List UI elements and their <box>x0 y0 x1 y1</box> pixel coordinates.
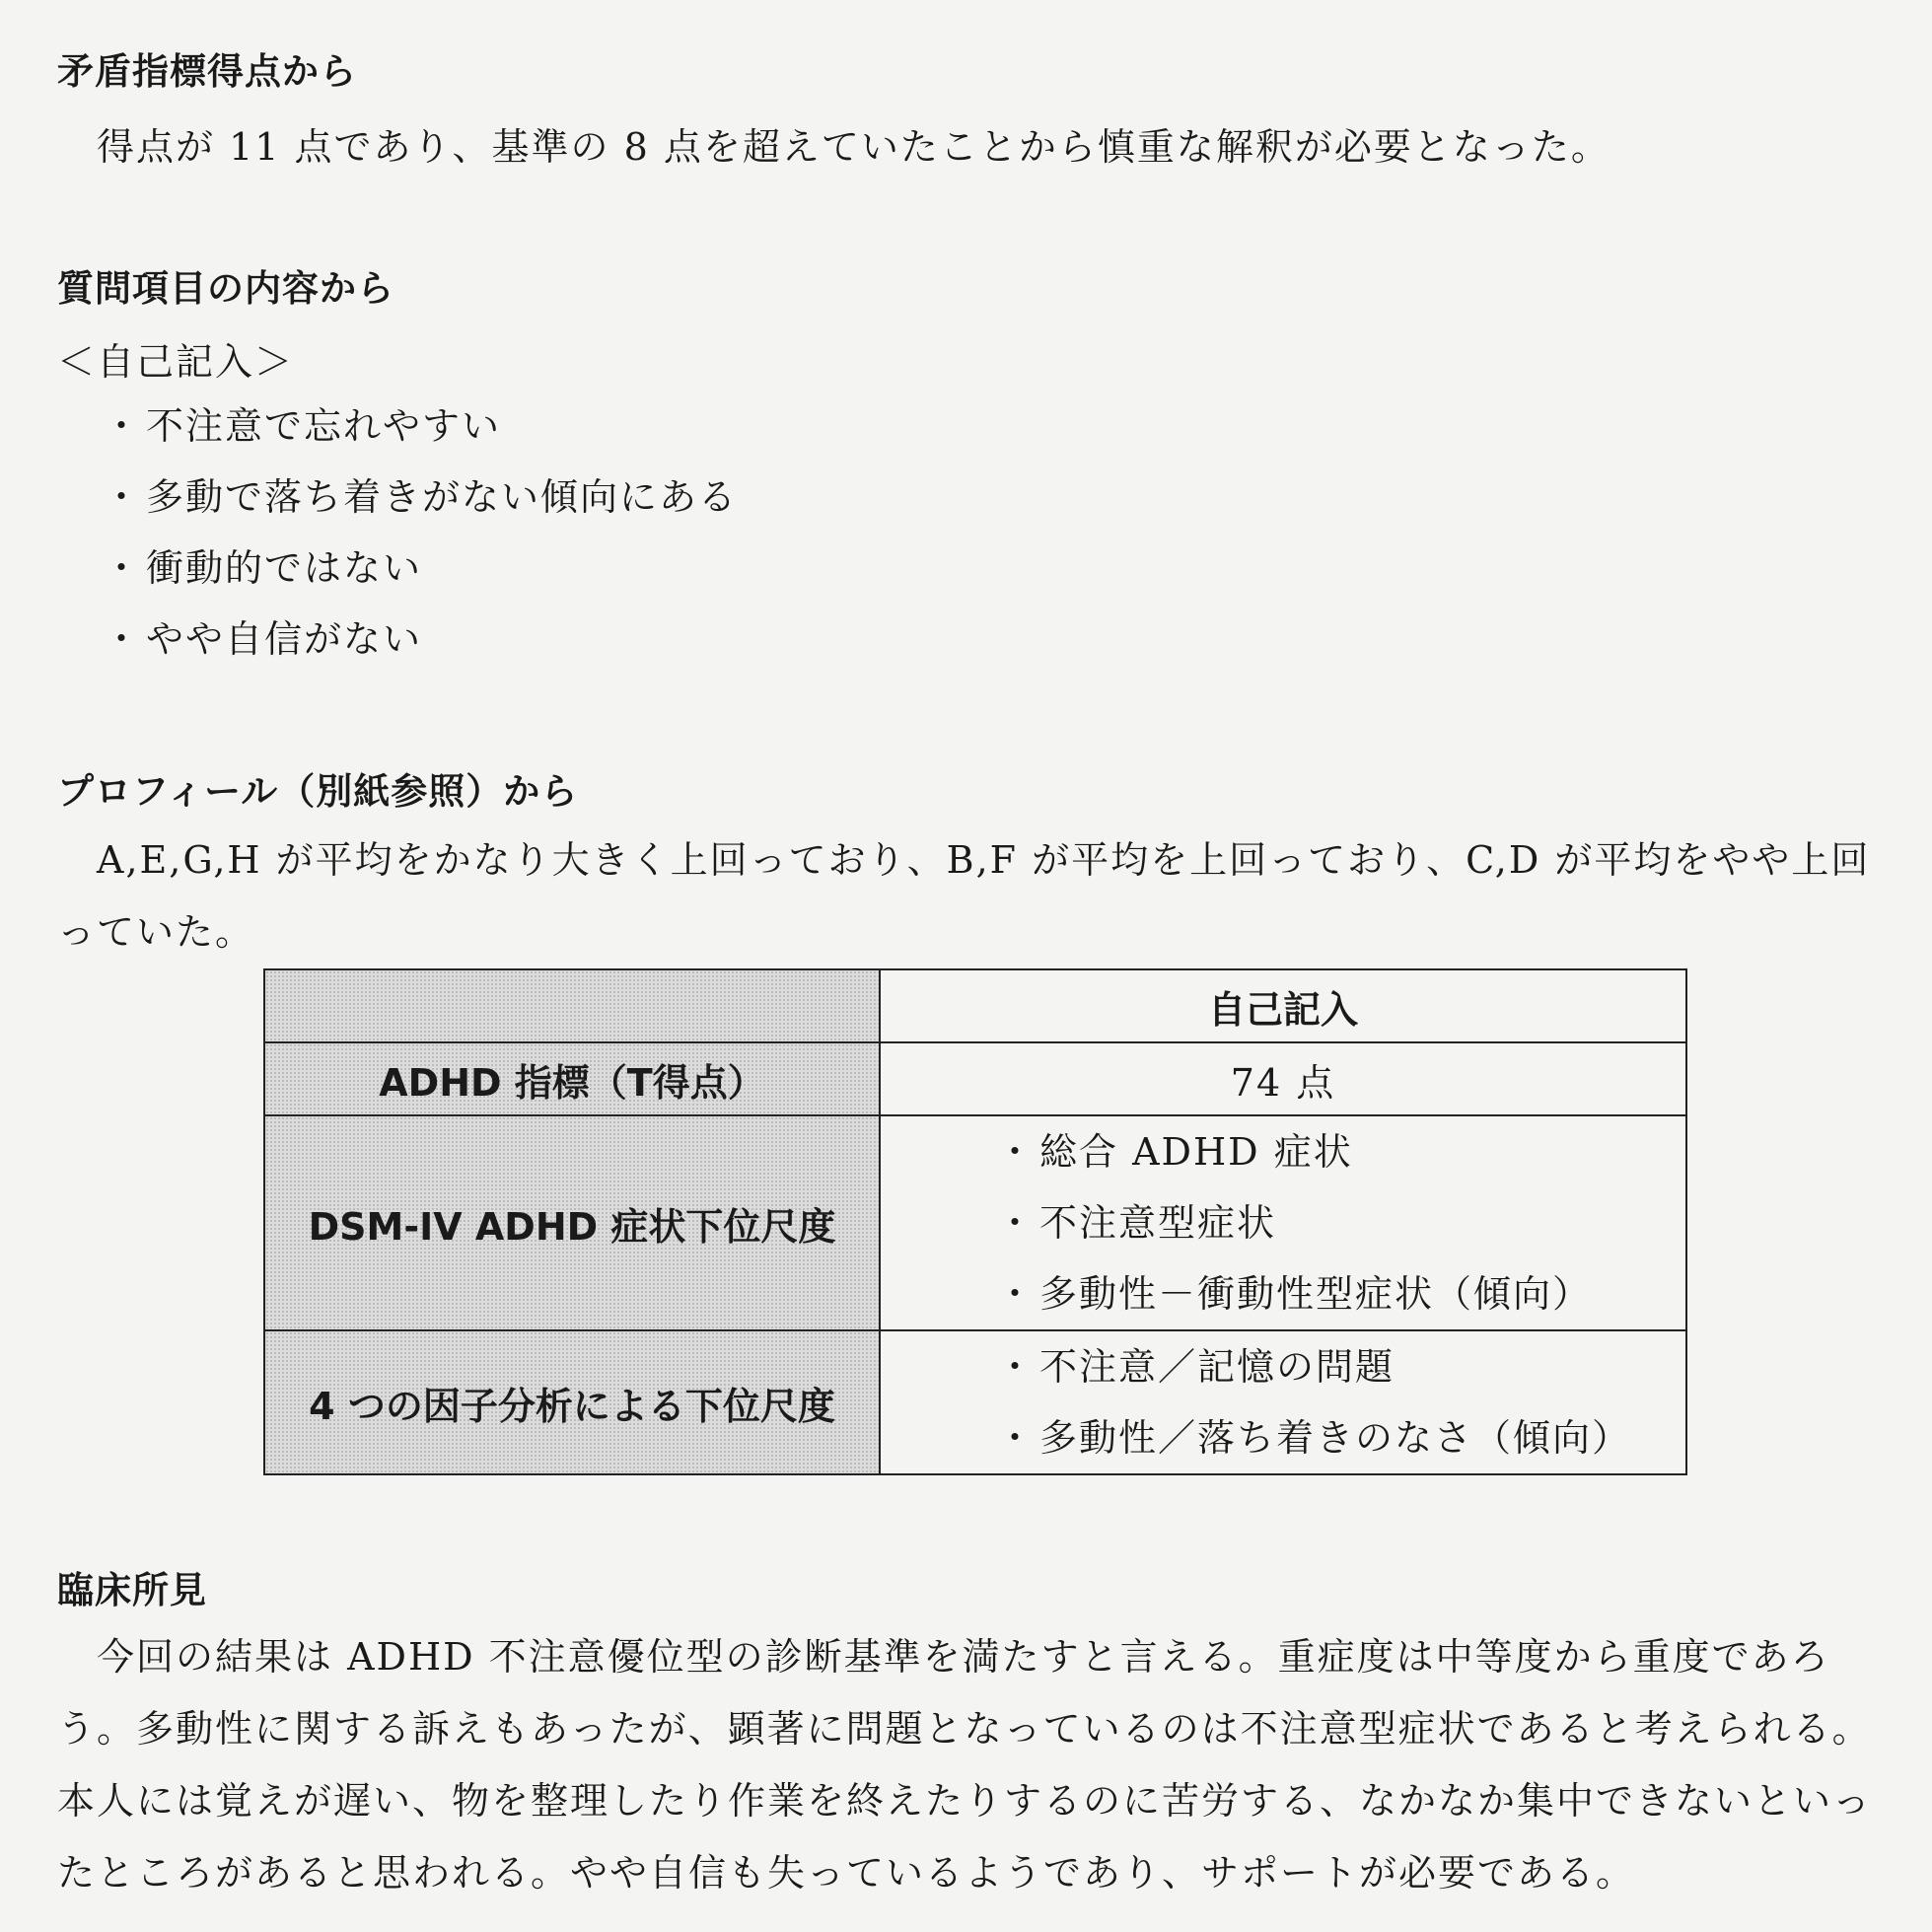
factor-items-cell <box>880 1330 1686 1474</box>
adhd-index-score: 74 点 <box>880 1042 1686 1115</box>
text-contradiction-index: 得点が 11 点であり、基準の 8 点を超えていたことから慎重な解釈が必要となった。 <box>97 125 1610 169</box>
list-item: ・ やや自信がない <box>103 604 738 675</box>
table-row <box>264 1042 1686 1115</box>
list-item: ・ 衝動的ではない <box>103 533 738 604</box>
list-item: ・ 不注意型症状 <box>996 1187 1685 1258</box>
table-row <box>264 1115 1686 1330</box>
heading-clinical-findings: 臨床所見 <box>57 1569 207 1611</box>
dsm-iv-items-list <box>881 1116 1685 1329</box>
row-header-dsm-iv: DSM-IV ADHD 症状下位尺度 <box>264 1115 880 1330</box>
list-item: ・ 不注意で忘れやすい <box>103 391 738 462</box>
table-row <box>264 969 1686 1042</box>
table-row <box>264 1330 1686 1474</box>
text-clinical-findings: 今回の結果は ADHD 不注意優位型の診断基準を満たすと言える。重症度は中等度から重度であろう。多動性に関する訴えもあったが、顕著に問題となっているのは不注意型症状であると考えられる。本人には覚えが遅い、物を整理したり作業を終えたりするのに苦労する、なかなか集中できないといったところがあると思われる。やや自信も失っているようであり、サポートが必要である。 <box>57 1635 1873 1895</box>
label-self-report: ＜自己記入＞ <box>57 340 295 384</box>
heading-question-items: 質問項目の内容から <box>57 267 394 310</box>
symptom-bullet-list <box>103 391 738 675</box>
text-profile: A,E,G,H が平均をかなり大きく上回っており、B,F が平均を上回っており、C,D が平均をやや上回っていた。 <box>57 838 1871 954</box>
list-item: ・ 多動性／落ち着きのなさ（傾向） <box>996 1402 1685 1473</box>
heading-contradiction-index: 矛盾指標得点から <box>57 50 357 93</box>
row-header-adhd-index: ADHD 指標（T得点） <box>264 1042 880 1115</box>
row-header-factor-analysis: 4 つの因子分析による下位尺度 <box>264 1330 880 1474</box>
list-item: ・ 多動性－衝動性型症状（傾向） <box>996 1258 1685 1329</box>
heading-profile: プロフィール（別紙参照）から <box>57 770 579 813</box>
results-table <box>263 968 1687 1475</box>
list-item: ・ 不注意／記憶の問題 <box>996 1331 1685 1402</box>
empty-corner-cell <box>264 969 880 1042</box>
list-item: ・ 総合 ADHD 症状 <box>996 1116 1685 1187</box>
column-header-self-report: 自己記入 <box>880 969 1686 1042</box>
dsm-iv-items-cell <box>880 1115 1686 1330</box>
factor-items-list <box>881 1331 1685 1473</box>
list-item: ・ 多動で落ち着きがない傾向にある <box>103 462 738 533</box>
